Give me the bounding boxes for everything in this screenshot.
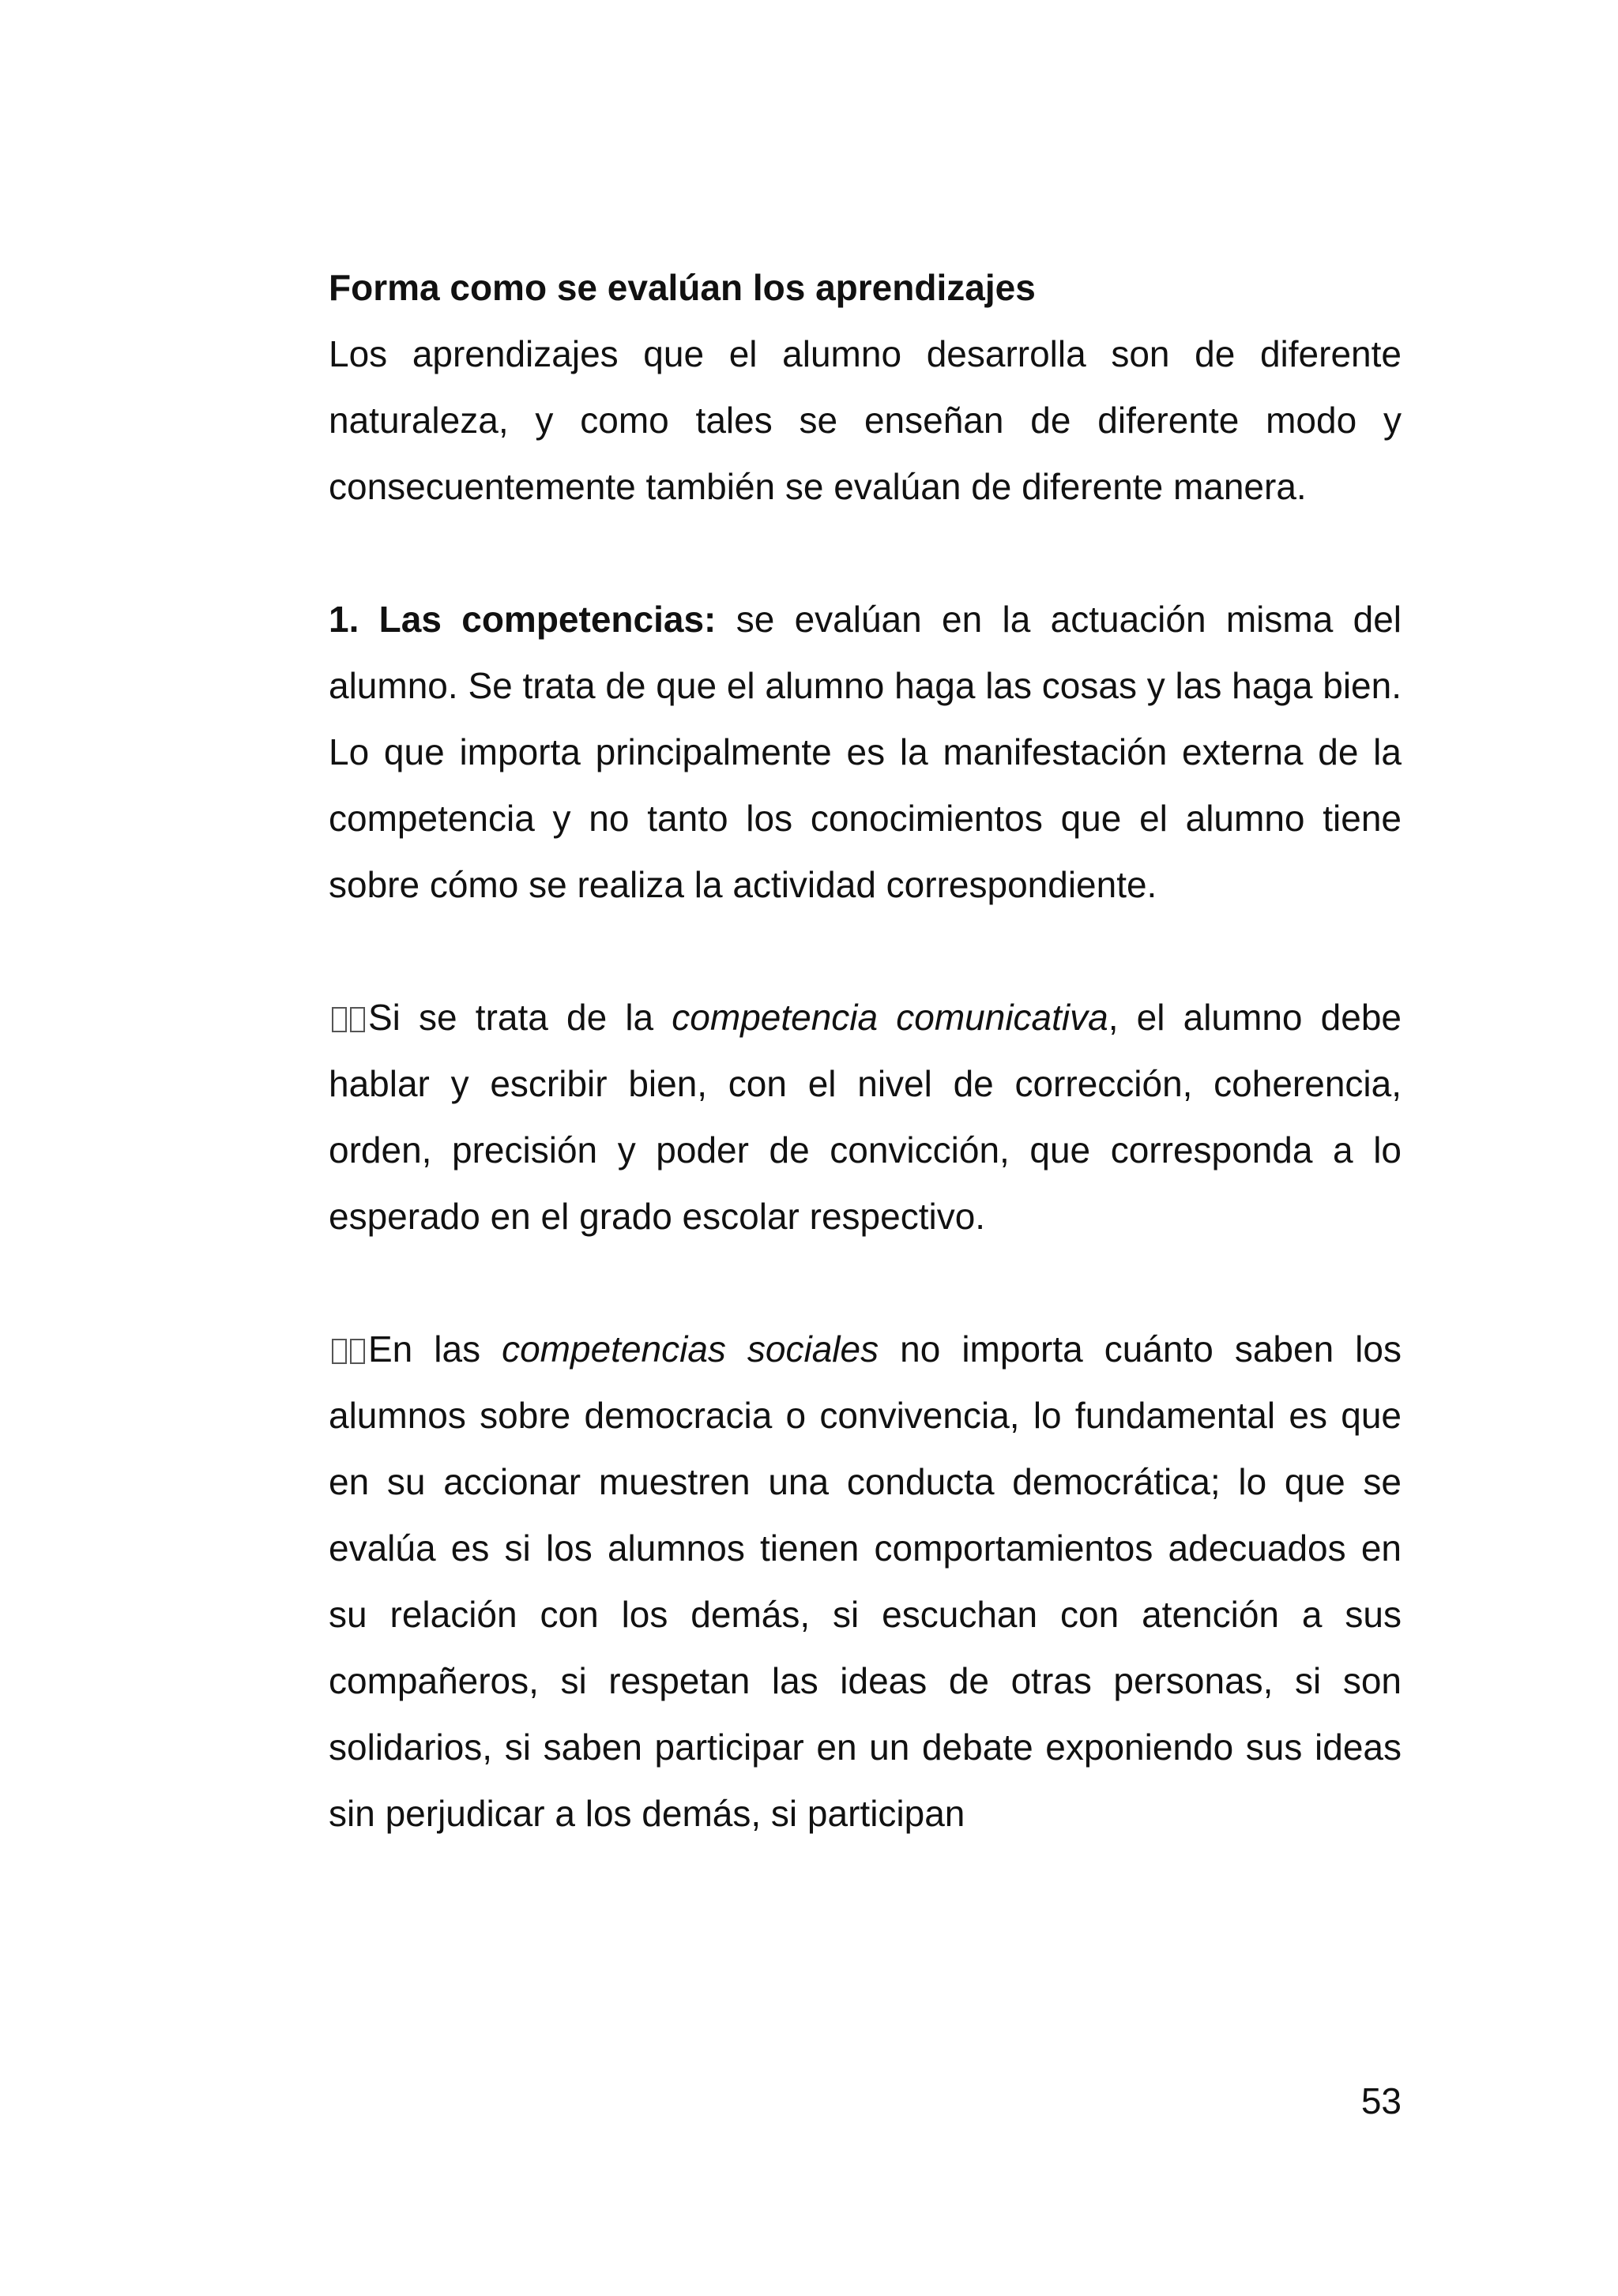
bullet-sociales <box>329 1316 1402 1847</box>
competencias-lead: 1. Las competencias: <box>329 599 717 640</box>
missing-glyph-icon <box>350 1007 365 1032</box>
bullet-comunicativa-emphasis: competencia comunicativa <box>672 997 1108 1038</box>
paragraph-spacer <box>329 1249 1402 1316</box>
bullet-sociales-emphasis: competencias sociales <box>502 1328 879 1370</box>
competencias-text: se evalúan en la actuación misma del alumno. Se trata de que el alumno haga las cosas y las haga bien. Lo que importa principalmente es la manifestación externa de la competencia y no tanto los conocimientos que el alumno tiene sobre cómo se realiza la actividad correspondiente. <box>329 599 1402 905</box>
missing-glyph-icon <box>332 1339 347 1364</box>
paragraph-spacer <box>329 918 1402 984</box>
intro-paragraph: Los aprendizajes que el alumno desarrolla son de diferente naturaleza, y como tales se enseñan de diferente modo y consecuentemente también se evalúan de diferente manera. <box>329 333 1402 507</box>
bullet-comunicativa <box>329 984 1402 1249</box>
page-body <box>329 254 1402 1847</box>
paragraph-spacer <box>329 520 1402 586</box>
bullet-sociales-before: En las <box>368 1328 502 1370</box>
missing-glyph-icon <box>350 1339 365 1364</box>
bullet-comunicativa-after: , el alumno debe hablar y escribir bien, con el nivel de corrección, coherencia, orden, precisión y poder de convicción, que corresponda a lo esperado en el grado escolar respectivo. <box>329 997 1402 1237</box>
page-number: 53 <box>1360 2080 1402 2121</box>
missing-glyph-icon <box>332 1007 347 1032</box>
competencias-paragraph <box>329 586 1402 918</box>
bullet-comunicativa-before: Si se trata de la <box>368 997 672 1038</box>
section-heading: Forma como se evalúan los aprendizajes <box>329 267 1036 308</box>
bullet-sociales-after: no importa cuánto saben los alumnos sobre democracia o convivencia, lo fundamental es que en su accionar muestren una conducta democrática; lo que se evalúa es si los alumnos tienen comportamientos adecuados en su relación con los demás, si escuchan con atención a sus compañeros, si respetan las ideas de otras personas, si son solidarios, si saben participar en un debate exponiendo sus ideas sin perjudicar a los demás, si participan <box>329 1328 1402 1834</box>
